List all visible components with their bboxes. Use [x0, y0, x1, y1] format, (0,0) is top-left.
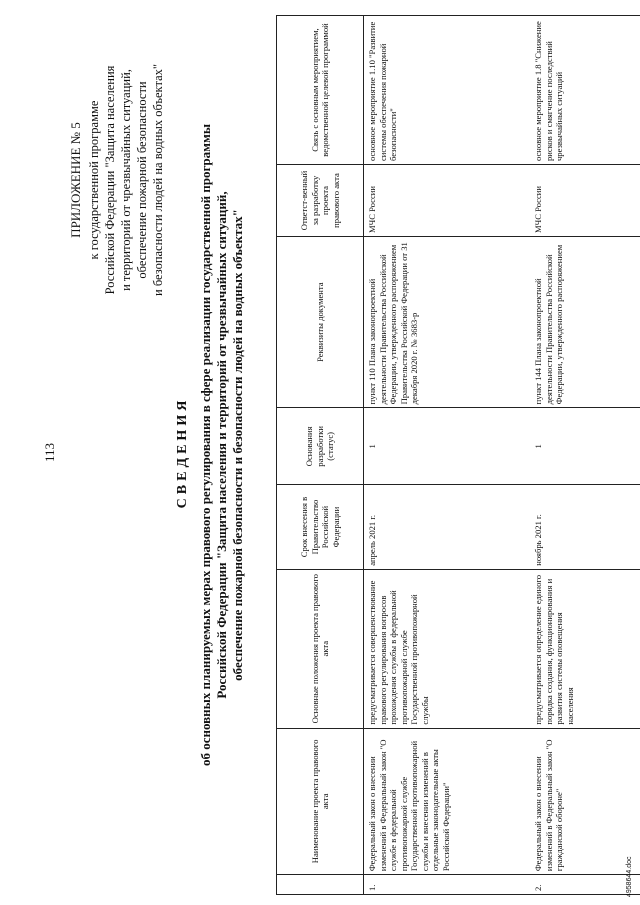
table-row	[530, 16, 640, 895]
row-link: основное мероприятие 1.8 "Снижение рисков и смягчение последствий чрезвычайных ситуаций	[530, 16, 640, 165]
row-requisites: пункт 144 Плана законопроектной деятельности Правительства Российской Федерации, утвержденного распоряжением	[530, 237, 640, 408]
row-provisions: предусматривается совершенствование правового регулирования вопросов прохождения службы в федеральной противопожарной службе Государственной противопожарной службы	[364, 569, 531, 728]
measures-table	[276, 15, 640, 895]
table-header-row	[277, 16, 364, 895]
appendix-line: и территорий от чрезвычайных ситуаций,	[119, 69, 133, 291]
row-requisites: пункт 110 Плана законопроектной деятельности Правительства Российской Федерации, утвержденного распоряжением Правительства Российской Федерации от 31 декабря 2020 г. № 3683-р	[364, 237, 531, 408]
subtitle-line: об основных планируемых мерах правового регулирования в сфере реализации государственной программы	[198, 123, 213, 767]
appendix-line: Российской Федерации "Защита населения	[103, 65, 117, 295]
appendix-title: ПРИЛОЖЕНИЕ № 5	[68, 122, 83, 238]
appendix-line: и безопасности людей на водных объектах"	[151, 64, 165, 296]
column-header-number	[277, 875, 364, 895]
appendix-block	[68, 15, 166, 345]
column-header-requisites: Реквизиты документа	[277, 237, 364, 408]
row-number: 1.	[364, 875, 531, 895]
subtitle-line: Российской Федерации "Защита населения и территорий от чрезвычайных ситуаций,	[214, 191, 229, 699]
row-basis: 1	[530, 408, 640, 485]
appendix-line: к государственной программе	[87, 100, 101, 260]
row-name: Федеральный закон о внесении изменений в Федеральный закон "О службе в федеральной противопожарной службе Государственной противопожарной службы и внесении изменений в отдельные законодательные акты Российской Федерации"	[364, 728, 531, 875]
document-heading: СВЕДЕНИЯ	[175, 396, 190, 509]
column-header-provisions: Основные положения проекта правового акта	[277, 569, 364, 728]
row-provisions: предусматривается определение единого порядка создания, функционирования и развития системы оповещения населения	[530, 569, 640, 728]
column-header-link: Связь с основным мероприятием, ведомственной целевой программой	[277, 16, 364, 165]
table-row	[364, 16, 531, 895]
column-header-name: Наименование проекта правового акта	[277, 728, 364, 875]
document-subtitle	[198, 115, 246, 775]
row-deadline: апрель 2021 г.	[364, 485, 531, 569]
row-basis: 1	[364, 408, 531, 485]
page-number: 113	[42, 442, 57, 463]
row-responsible: МЧС России	[530, 165, 640, 237]
column-header-deadline: Срок внесения в Правительство Российской Федерации	[277, 485, 364, 569]
appendix-line: обеспечение пожарной безопасности	[135, 81, 149, 279]
row-responsible: МЧС России	[364, 165, 531, 237]
subtitle-line: обеспечение пожарной безопасности и безопасности людей на водных объектах"	[230, 209, 245, 681]
row-number: 2.	[530, 875, 640, 895]
row-deadline: ноябрь 2021 г.	[530, 485, 640, 569]
column-header-basis: Основания разработки (статус)	[277, 408, 364, 485]
row-link: основное мероприятие 1.10 "Развитие системы обеспечения пожарной безопасности"	[364, 16, 531, 165]
row-name: Федеральный закон о внесении изменений в Федеральный закон "О гражданской обороне"	[530, 728, 640, 875]
column-header-responsible: Ответст-венный за разработку проекта правового акта	[277, 165, 364, 237]
file-code: 4958644.doc	[626, 856, 633, 897]
